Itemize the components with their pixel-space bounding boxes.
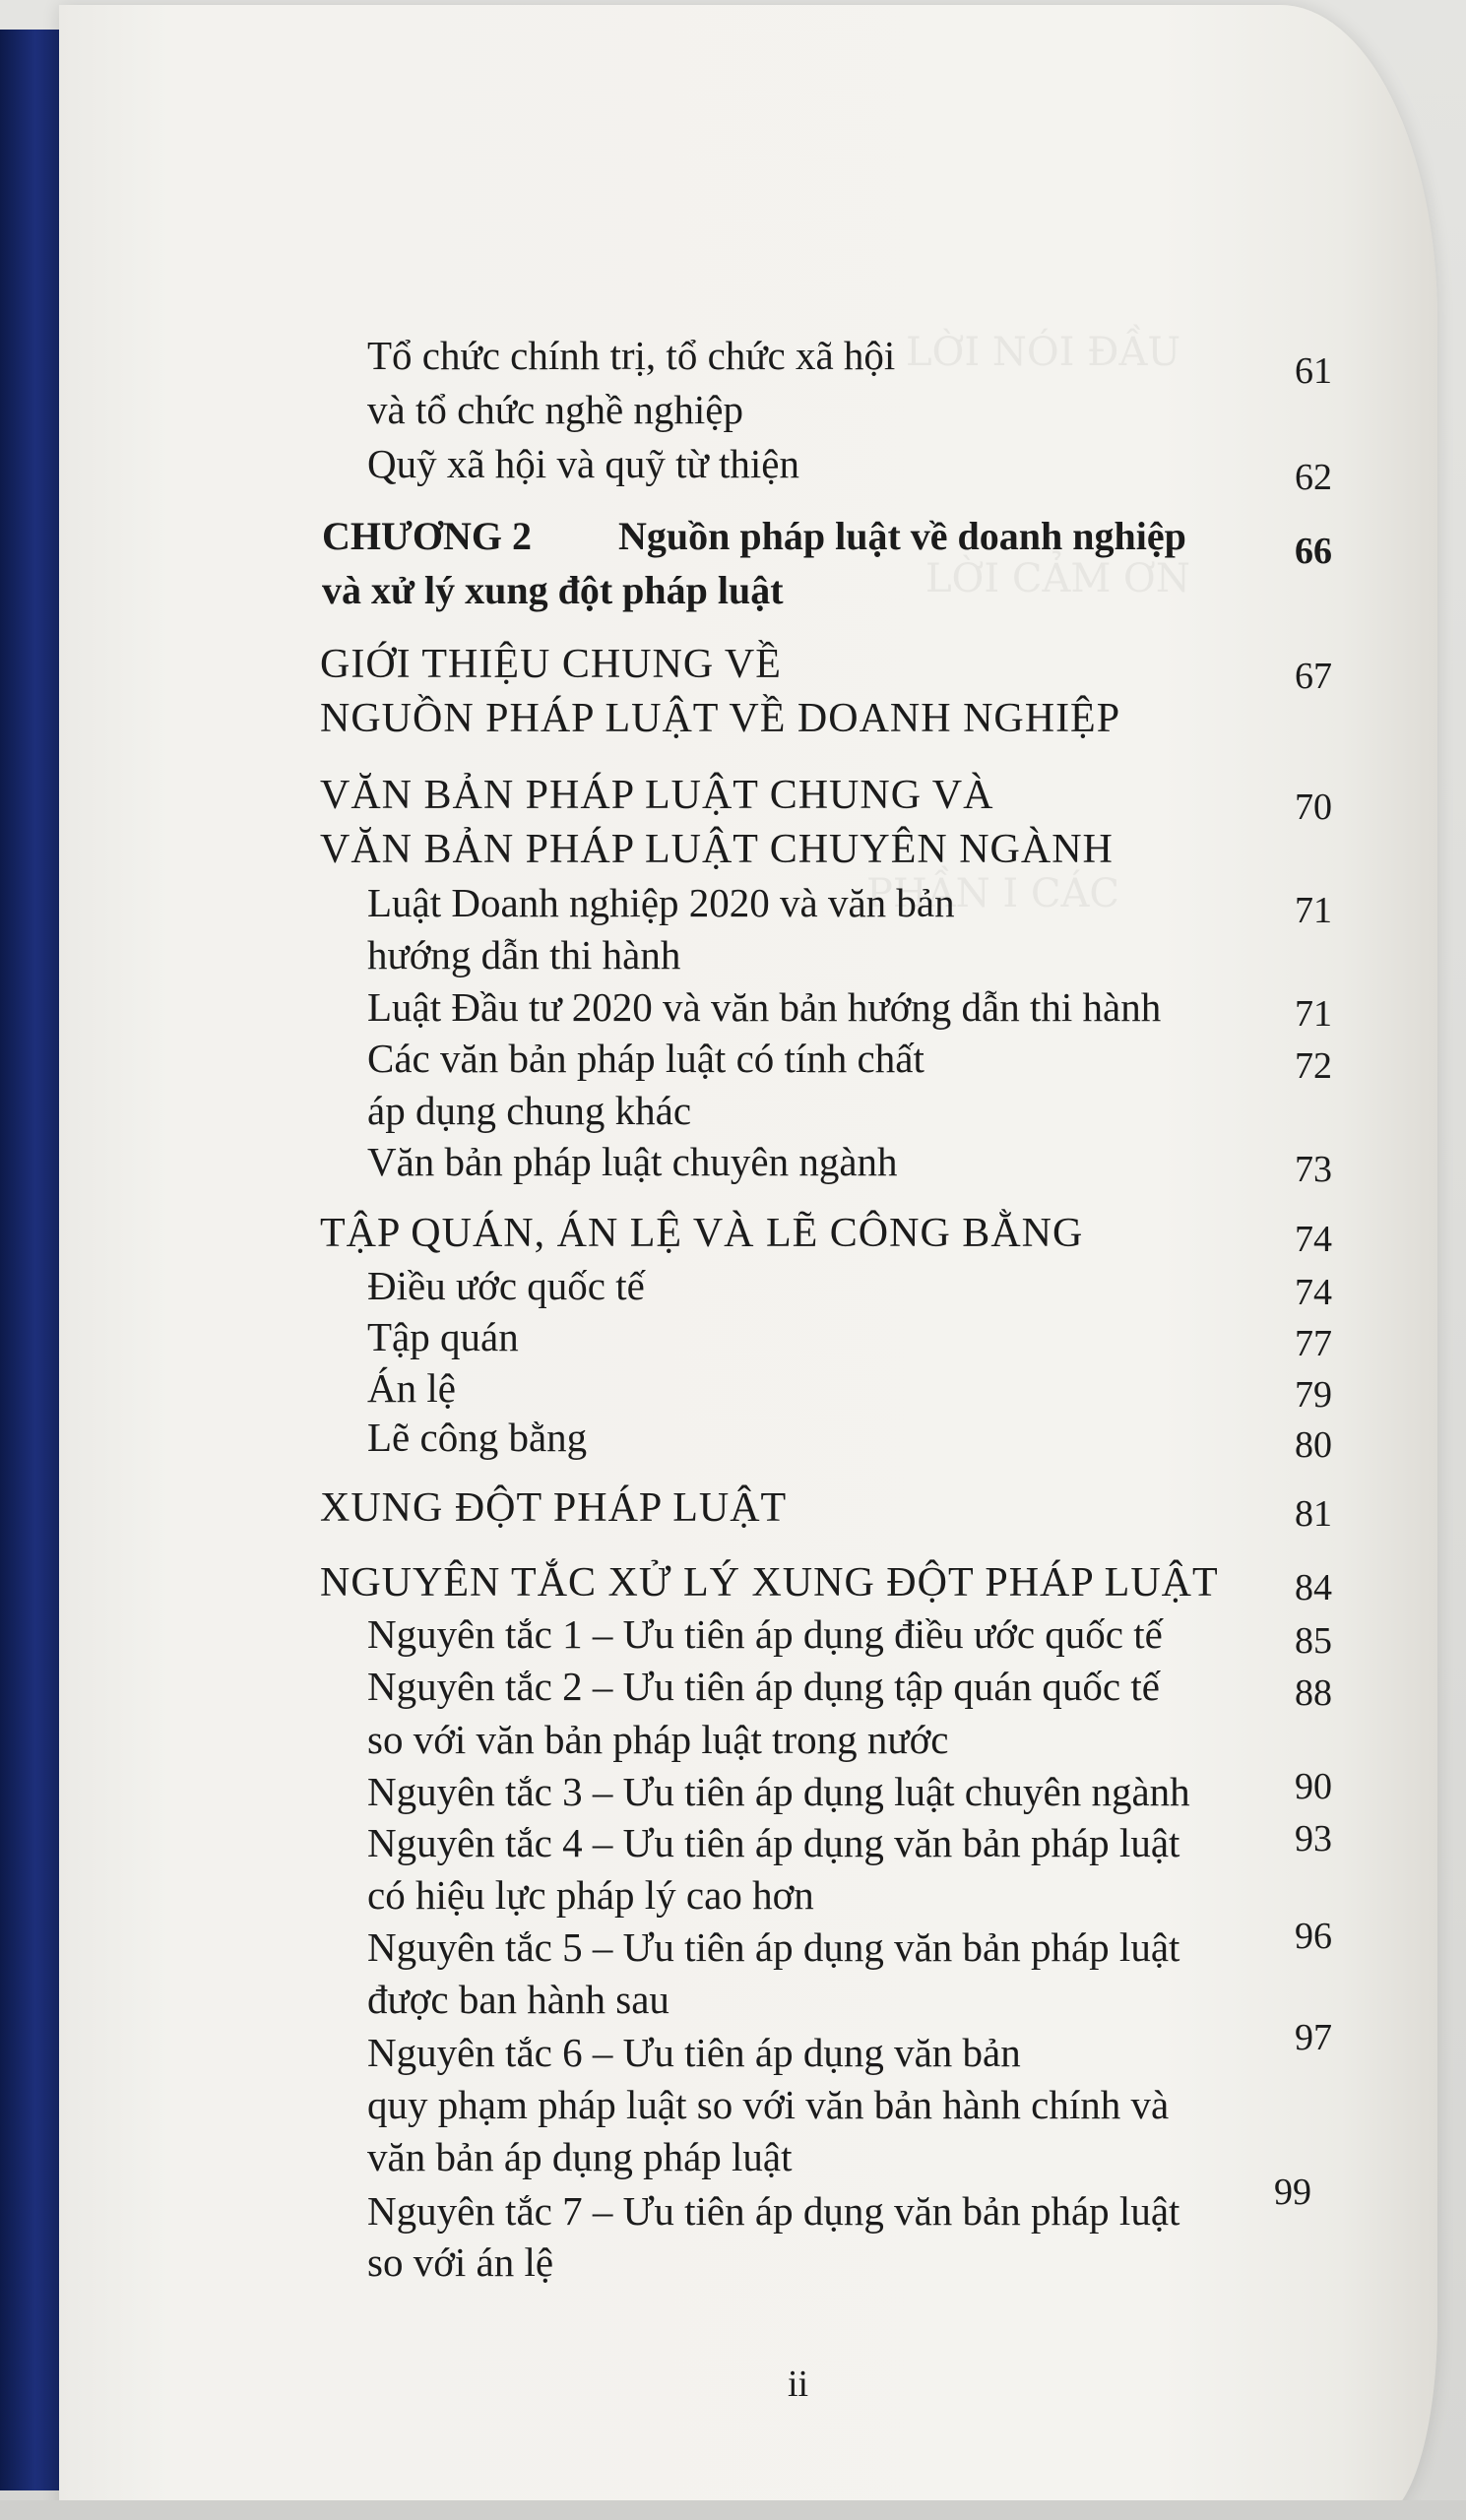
show-through-text: LỜI CẢM ƠN: [925, 556, 1190, 601]
toc-page-number: 71: [1295, 890, 1332, 931]
toc-section-title: NGUỒN PHÁP LUẬT VỀ DOANH NGHIỆP: [320, 696, 1121, 741]
toc-page-number: 72: [1295, 1045, 1332, 1087]
toc-page-number: 77: [1295, 1323, 1332, 1364]
toc-entry-title: Nguyên tắc 6 – Ưu tiên áp dụng văn bản: [367, 2030, 1021, 2075]
toc-page-number: 84: [1295, 1567, 1332, 1608]
toc-entry-title: Lẽ công bằng: [367, 1415, 588, 1460]
toc-entry-title: Quỹ xã hội và quỹ từ thiện: [367, 441, 799, 486]
toc-page-number: 80: [1295, 1424, 1332, 1466]
toc-entry-title: hướng dẫn thi hành: [367, 932, 681, 977]
toc-entry-title: Nguyên tắc 4 – Ưu tiên áp dụng văn bản pháp luật: [367, 1820, 1180, 1865]
toc-entry-title: so với án lệ: [367, 2239, 554, 2285]
toc-page-number: 85: [1295, 1620, 1332, 1662]
toc-entry-title: được ban hành sau: [367, 1977, 669, 2022]
toc-page-number: 96: [1295, 1916, 1332, 1957]
toc-entry-title: Nguyên tắc 7 – Ưu tiên áp dụng văn bản pháp luật: [367, 2188, 1180, 2234]
toc-entry-title: Điều ước quốc tế: [367, 1263, 645, 1308]
toc-entry-title: Nguyên tắc 5 – Ưu tiên áp dụng văn bản pháp luật: [367, 1924, 1180, 1970]
show-through-text: LỜI NÓI ĐẦU: [906, 330, 1181, 375]
toc-page-number: 66: [1295, 531, 1332, 572]
toc-section-title: NGUYÊN TẮC XỬ LÝ XUNG ĐỘT PHÁP LUẬT: [320, 1560, 1219, 1606]
toc-section-title: XUNG ĐỘT PHÁP LUẬT: [320, 1485, 788, 1531]
toc-entry-title: Luật Doanh nghiệp 2020 và văn bản: [367, 880, 955, 925]
toc-entry-title: Văn bản pháp luật chuyên ngành: [367, 1139, 898, 1184]
toc-page-number: 73: [1295, 1149, 1332, 1190]
toc-page-number: 79: [1295, 1374, 1332, 1416]
toc-page-number: 67: [1295, 656, 1332, 697]
toc-page-number: 88: [1295, 1672, 1332, 1714]
toc-section-title: GIỚI THIỆU CHUNG VỀ: [320, 642, 782, 687]
toc-page-number: 90: [1295, 1766, 1332, 1807]
toc-page-number: 97: [1295, 2017, 1332, 2058]
show-through-text: PHẦN I CÁC: [866, 871, 1120, 916]
toc-entry-title: văn bản áp dụng pháp luật: [367, 2134, 793, 2179]
toc-entry-title: so với văn bản pháp luật trong nước: [367, 1717, 949, 1762]
table-of-contents: [59, 5, 1437, 2517]
toc-entry-title: và tổ chức nghề nghiệp: [367, 387, 743, 432]
toc-page-number: 81: [1295, 1493, 1332, 1535]
toc-entry-title: Nguyên tắc 1 – Ưu tiên áp dụng điều ước quốc tế: [367, 1611, 1163, 1657]
table-surface: [0, 2500, 1466, 2520]
toc-page-number: 93: [1295, 1818, 1332, 1859]
toc-entry-title: Án lệ: [367, 1365, 456, 1411]
book-spine: [0, 30, 59, 2490]
toc-entry-title: Nguyên tắc 2 – Ưu tiên áp dụng tập quán quốc tế: [367, 1664, 1160, 1709]
toc-page-number: 74: [1295, 1219, 1332, 1260]
toc-entry-title: có hiệu lực pháp lý cao hơn: [367, 1872, 814, 1918]
toc-page-number: 61: [1295, 350, 1332, 392]
toc-page-number: 70: [1295, 787, 1332, 828]
toc-entry-title: Tổ chức chính trị, tổ chức xã hội: [367, 333, 896, 378]
toc-page-number: 71: [1295, 993, 1332, 1035]
page-folio: ii: [788, 2363, 809, 2405]
toc-page-number: 62: [1295, 457, 1332, 498]
book-page: [59, 5, 1437, 2517]
toc-entry-title: Nguyên tắc 3 – Ưu tiên áp dụng luật chuyên ngành: [367, 1769, 1190, 1814]
chapter-title: Nguồn pháp luật về doanh nghiệp: [618, 514, 1186, 558]
toc-entry-title: áp dụng chung khác: [367, 1088, 692, 1133]
chapter-label: CHƯƠNG 2: [322, 514, 532, 558]
toc-section-title: VĂN BẢN PHÁP LUẬT CHUYÊN NGÀNH: [320, 827, 1114, 872]
toc-page-number: 99: [1274, 2172, 1311, 2213]
chapter-title: và xử lý xung đột pháp luật: [322, 568, 784, 612]
toc-entry-title: Các văn bản pháp luật có tính chất: [367, 1036, 924, 1081]
toc-entry-title: Tập quán: [367, 1314, 519, 1359]
toc-entry-title: quy phạm pháp luật so với văn bản hành chính và: [367, 2082, 1170, 2127]
toc-section-title: VĂN BẢN PHÁP LUẬT CHUNG VÀ: [320, 773, 994, 818]
toc-entry-title: Luật Đầu tư 2020 và văn bản hướng dẫn thi hành: [367, 984, 1162, 1030]
toc-section-title: TẬP QUÁN, ÁN LỆ VÀ LẼ CÔNG BẰNG: [320, 1211, 1084, 1256]
toc-page-number: 74: [1295, 1272, 1332, 1313]
